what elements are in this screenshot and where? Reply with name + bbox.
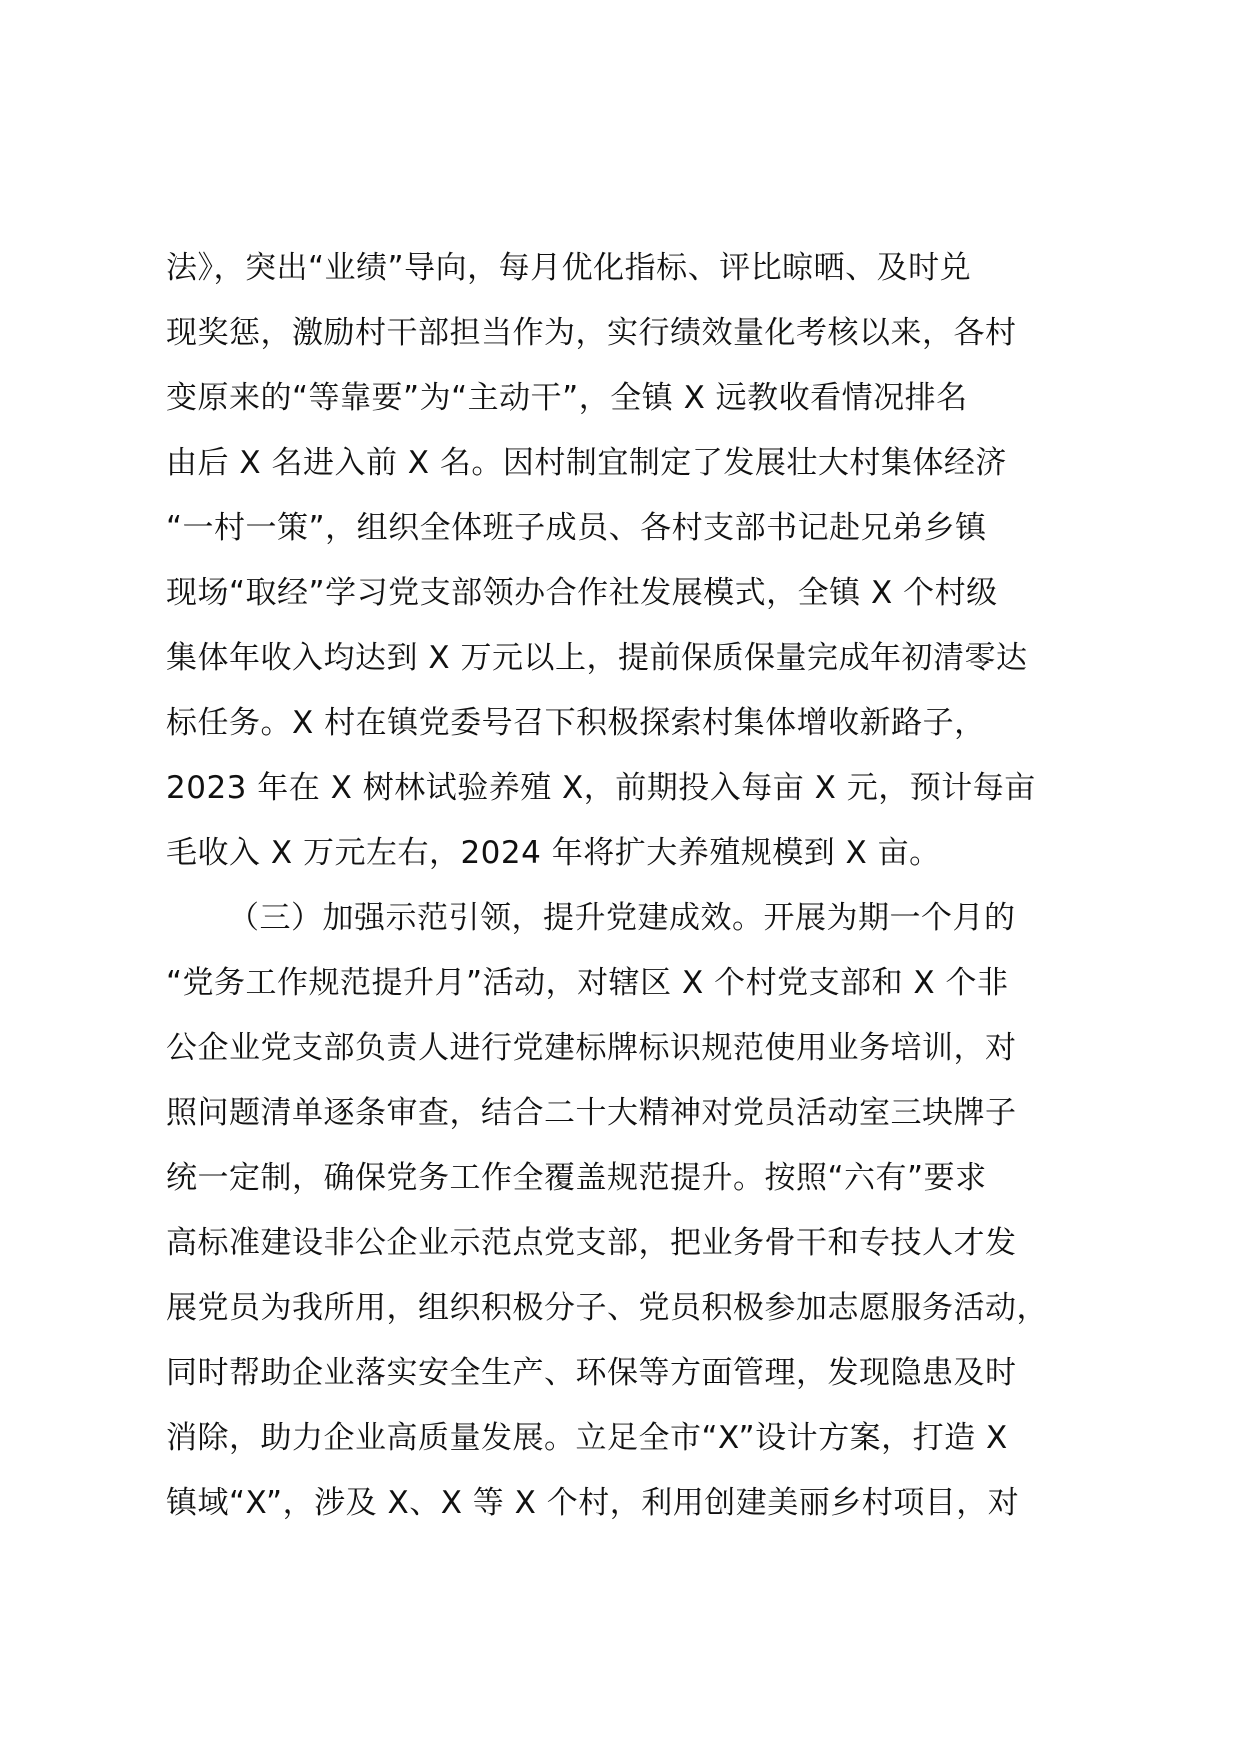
text-line-14: 照问题清单逐条审查，结合二十大精神对党员活动室三块牌子 [166,1095,1017,1131]
text-line-5: “一村一策”，组织全体班子成员、各村支部书记赴兄弟乡镇 [166,510,987,546]
text-line-12: “党务工作规范提升月”活动，对辖区 X 个村党支部和 X 个非 [166,965,1009,1001]
text-line-16: 高标准建设非公企业示范点党支部，把业务骨干和专技人才发 [166,1225,1017,1261]
text-line-3: 变原来的“等靠要”为“主动干”，全镇 X 远教收看情况排名 [166,380,968,416]
text-line-6: 现场“取经”学习党支部领办合作社发展模式，全镇 X 个村级 [166,575,998,611]
text-line-17: 展党员为我所用，组织积极分子、党员积极参加志愿服务活动， [166,1290,1048,1326]
text-line-19: 消除，助力企业高质量发展。立足全市“X”设计方案，打造 X [166,1420,1008,1456]
text-line-13: 公企业党支部负责人进行党建标牌标识规范使用业务培训，对 [166,1030,1017,1066]
text-line-7: 集体年收入均达到 X 万元以上，提前保质保量完成年初清零达 [166,640,1028,676]
text-line-15: 统一定制，确保党务工作全覆盖规范提升。按照“六有”要求 [166,1160,987,1196]
section-heading-line: （三）加强示范引领，提升党建成效。开展为期一个月的 [228,900,1016,936]
text-line-2: 现奖惩，激励村干部担当作为，实行绩效量化考核以来，各村 [166,315,1017,351]
document-body-text [166,236,1096,1536]
text-line-8: 标任务。X 村在镇党委号召下积极探索村集体增收新路子， [166,705,986,741]
text-line-20: 镇域“X”，涉及 X、X 等 X 个村，利用创建美丽乡村项目，对 [166,1485,1020,1521]
text-line-4: 由后 X 名进入前 X 名。因村制宜制定了发展壮大村集体经济 [166,445,1007,481]
text-line-18: 同时帮助企业落实安全生产、环保等方面管理，发现隐患及时 [166,1355,1017,1391]
text-line-9: 2023 年在 X 树林试验养殖 X，前期投入每亩 X 元，预计每亩 [166,770,1036,806]
text-line-1: 法》，突出“业绩”导向，每月优化指标、评比晾晒、及时兑 [166,250,972,286]
text-line-10: 毛收入 X 万元左右，2024 年将扩大养殖规模到 X 亩。 [166,835,941,871]
